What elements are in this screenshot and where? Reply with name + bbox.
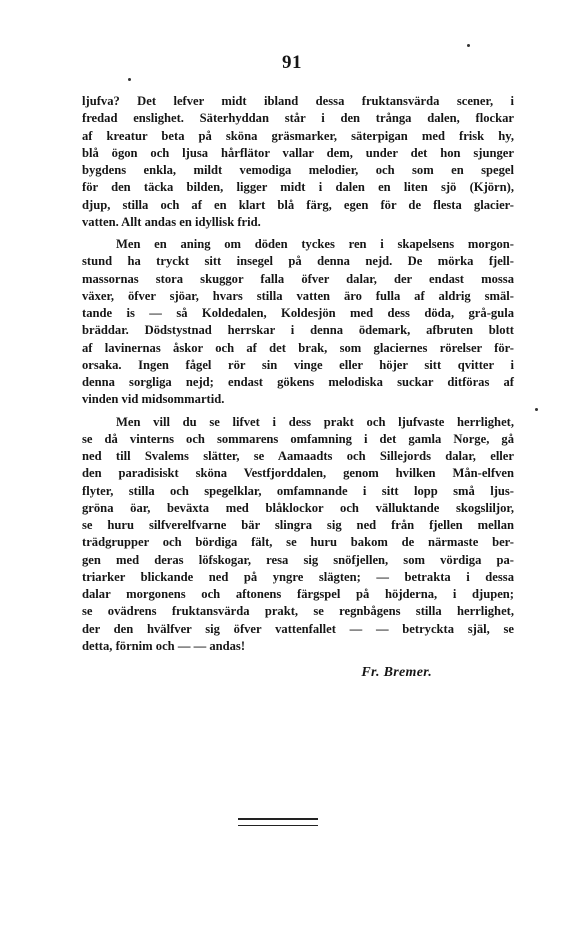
text-line: triarker blickande ned på yngre slägten; — betrakta i dessa <box>82 569 514 584</box>
paragraph-1 <box>82 93 514 231</box>
text-line-last: vinden vid midsommartid. <box>82 392 225 407</box>
print-speck <box>467 44 470 47</box>
text-line: massornas stora skuggor falla öfver dalar, der endast mossa <box>82 271 514 286</box>
text-line: Men en aning om döden tyckes ren i skapelsens morgon- <box>116 237 514 251</box>
text-line: dalar morgonens och aftonens färgspel på höjderna, i djupen; <box>82 587 514 601</box>
text-line: gröna öar, beväxta med blåklockor och välluktande skogsliljor, <box>82 500 514 515</box>
text-line: för den täcka bilden, ligger midt i dalen en liten sjö (Kjörn), <box>82 180 514 195</box>
paragraph-3 <box>82 414 514 431</box>
text-line: bygdens enkla, mildt vemodiga melodier, och som en spegel <box>82 163 514 177</box>
text-line: trädgrupper och bördiga fält, se huru bakom de närmaste ber- <box>82 535 514 550</box>
text-line: flyter, stilla och spegelklar, omfamnande i sitt lopp små ljus- <box>82 483 514 498</box>
text-line: af lavinernas åskor och af det brak, som glaciernes rörelser för- <box>82 340 514 355</box>
paragraph-2 <box>82 236 514 253</box>
text-line: stund ha tryckt sitt insegel på denna nejd. De mörka fjell- <box>82 254 514 269</box>
text-line: växer, öfver sjöar, hvars stilla vatten äro fulla af aldrig smäl- <box>82 288 514 303</box>
body-text <box>82 93 514 681</box>
text-line: blå ögon och ljusa hårflätor vallar dem, under det hon sjunger <box>82 145 514 160</box>
text-line-last: vatten. Allt andas en idyllisk frid. <box>82 214 261 229</box>
text-line: denna sorgliga nejd; endast gökens melodiska suckar ditföras af <box>82 375 514 389</box>
text-line: se ovädrens fruktansvärda prakt, se regnbågens stilla herrlighet, <box>82 604 514 619</box>
text-line: ljufva? Det lefver midt ibland dessa fruktansvärda scener, i <box>82 94 514 108</box>
print-speck <box>128 78 131 81</box>
text-line: bräddar. Dödstystnad herrskar i denna ödemark, afbruten blott <box>82 323 514 338</box>
text-line: gen med deras löfskogar, resa sig snöfjellen, som vördiga pa- <box>82 552 514 567</box>
text-line: orsaka. Ingen fågel rör sin vinge eller höjer sitt qvitter i <box>82 357 514 372</box>
text-line: djup, stilla och af en klart blå färg, egen för de flesta glacier- <box>82 197 514 212</box>
text-line: ned till Svalems slätter, se Aamaadts och Sillejords dalar, eller <box>82 449 514 463</box>
text-line: se då vinterns och sommarens omfamning i det gamla Norge, gå <box>82 431 514 446</box>
text-line: tande is — så Koldedalen, Koldesjön med dess döda, grå-gula <box>82 306 514 320</box>
text-line: fredad enslighet. Säterhyddan står i den trånga dalen, flockar <box>82 111 514 126</box>
text-line: der den hvälfver sig öfver vattenfallet — — betryckta själ, se <box>82 621 514 636</box>
print-speck <box>535 408 538 411</box>
text-line: Men vill du se lifvet i dess prakt och ljufvaste herrlighet, <box>116 414 514 429</box>
text-line-last: detta, förnim och — — andas! <box>82 638 246 653</box>
author-signature: Fr. Bremer. <box>361 665 432 680</box>
text-line: se huru silfverelfvarne bär slingra sig ned från fjellen mellan <box>82 518 514 532</box>
end-ornament-rule <box>238 818 318 826</box>
text-line: den paradisiskt sköna Vestfjorddalen, genom hvilken Mån-elfven <box>82 466 514 481</box>
page-number: 91 <box>282 52 302 73</box>
text-line: af kreatur beta på sköna gräsmarker, säterpigan med frisk hy, <box>82 128 514 143</box>
